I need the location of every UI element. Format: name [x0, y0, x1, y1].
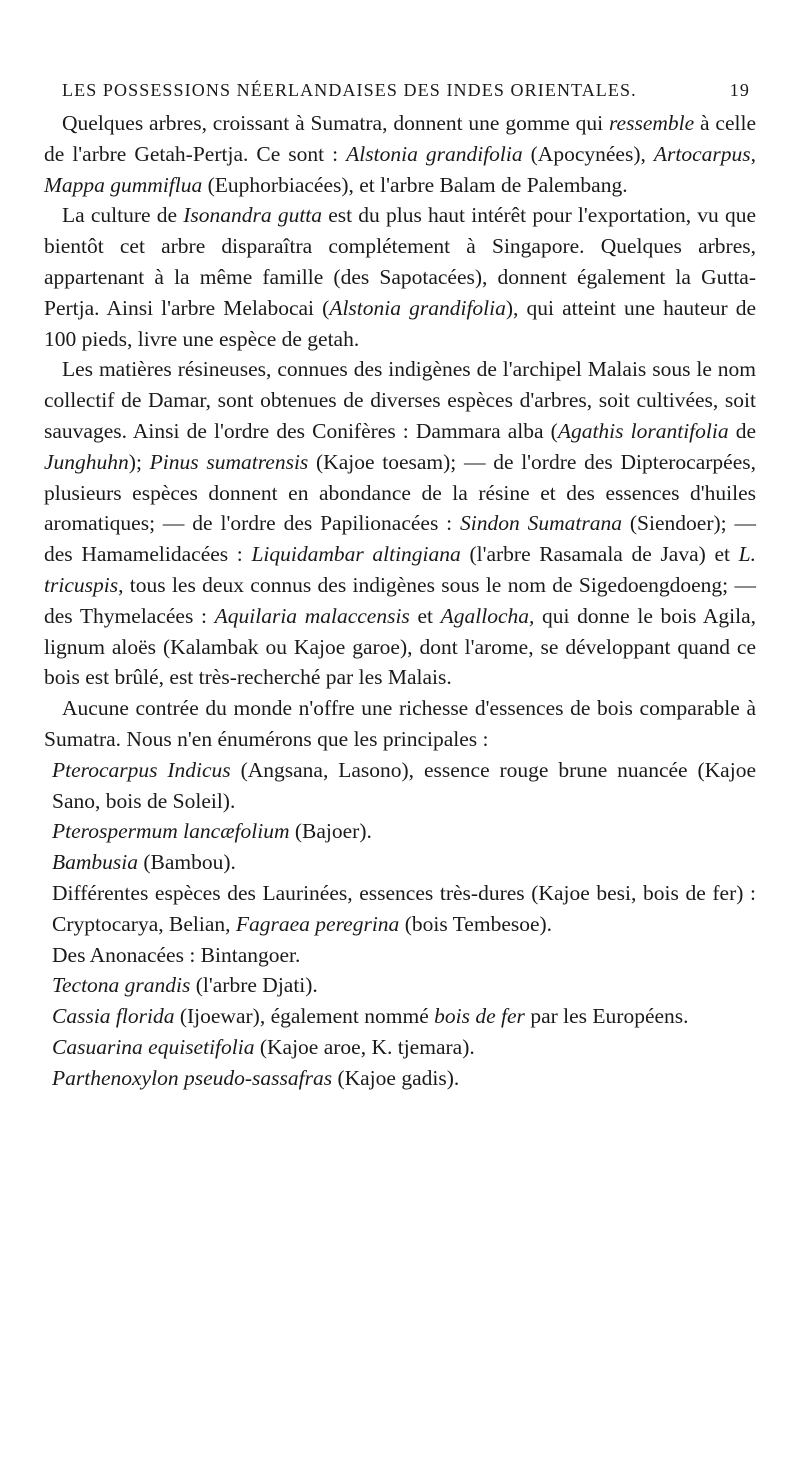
italic-run: Agallocha,	[440, 603, 535, 628]
italic-run: Tectona grandis	[52, 973, 191, 998]
text-run: Aucune contrée du monde n'offre une richesse d'essences de bois comparable à Sumatra. Nous n'en énumérons que les principales :	[44, 696, 756, 751]
text-run: (Bajoer).	[289, 819, 372, 844]
text-run: Des Anonacées : Bintangoer.	[52, 942, 301, 967]
text-run: (Angsana, Lasono), essence rouge brune nuancée (Kajoe Sano, bois de Soleil).	[52, 757, 756, 813]
italic-run: Pterocarpus Indicus	[52, 757, 231, 782]
italic-run: bois de fer	[434, 1004, 525, 1029]
text-run: et	[409, 603, 441, 628]
italic-run: Agathis lorantifolia	[557, 418, 729, 443]
list-paragraph	[44, 1001, 756, 1032]
text-run: (Siendoer); — des Hamamelidacées :	[44, 511, 756, 567]
italic-run: L. tricuspis	[44, 542, 756, 597]
text-run: , tous les deux connus des indigènes sous le nom de Sigedoengdoeng; — des Thymelacées :	[44, 572, 756, 628]
text-run: ), qui atteint une hauteur de 100 pieds, livre une espèce de getah.	[44, 295, 757, 351]
paragraph	[44, 693, 756, 755]
text-run: est du plus haut intérêt pour l'exportation, vu que bientôt cet arbre disparaîtra complétement à Singapore. Quelques arbres, appartenant à la même famille (des Sapotacées), donnent également la Gutta-Pertja. Ainsi l'arbre Melabocai (	[44, 203, 756, 320]
paragraph	[44, 108, 756, 200]
text-run: (l'arbre Djati).	[190, 973, 318, 998]
text-run: de	[728, 418, 756, 443]
list-paragraph	[44, 970, 756, 1001]
italic-run: Mappa gummiflua	[44, 172, 203, 197]
italic-run: Junghuhn	[44, 449, 129, 474]
text-run: (Ijoewar), également nommé	[174, 1004, 435, 1029]
italic-run: Pterospermum lancæfolium	[52, 819, 290, 844]
text-run: (bois Tembesoe).	[399, 911, 553, 936]
text-run: ,	[750, 141, 757, 166]
text-run: à celle de l'arbre Getah-Pertja. Ce sont :	[44, 111, 756, 166]
paragraph	[44, 354, 756, 693]
italic-run: Sindon Sumatrana	[460, 511, 623, 536]
list-paragraph	[44, 847, 756, 878]
list-paragraph	[44, 1032, 756, 1063]
text-run: (l'arbre Rasamala de Java) et	[460, 542, 739, 567]
body-text	[44, 108, 756, 1094]
list-paragraph	[44, 940, 756, 971]
text-run: );	[128, 449, 150, 474]
italic-run: ressemble	[608, 111, 695, 135]
text-run: (Kajoe toesam); — de l'ordre des Dipterocarpées, plusieurs espèces donnent en abondance de la résine et des essences d'huiles aromatiques; — de l'ordre des Papilionacées :	[44, 449, 757, 536]
list-paragraph	[44, 1063, 756, 1094]
text-run: (Apocynées),	[522, 141, 654, 166]
italic-run: Artocarpus	[653, 141, 751, 166]
text-run: (Kajoe aroe, K. tjemara).	[254, 1034, 475, 1059]
italic-run: Casuarina equisetifolia	[52, 1034, 255, 1059]
running-head	[44, 74, 756, 108]
text-run: Quelques arbres, croissant à Sumatra, donnent une gomme qui	[62, 111, 609, 135]
page-number: 19	[729, 80, 750, 100]
text-run: par les Européens.	[524, 1004, 689, 1029]
italic-run: Isonandra gutta	[183, 203, 323, 228]
list-paragraph	[44, 816, 756, 847]
italic-run: Liquidambar altingiana	[251, 542, 461, 567]
book-page	[44, 74, 756, 1094]
italic-run: Bambusia	[52, 850, 138, 875]
text-run: Les matières résineuses, connues des indigènes de l'archipel Malais sous le nom collectif de Damar, sont obtenues de diverses espèces d'arbres, soit cultivées, soit sauvages. Ainsi de l'ordre des Conifères : Dammara alba (	[44, 357, 756, 443]
text-run: qui donne le bois Agila, lignum aloës (Kalambak ou Kajoe garoe), dont l'arome, se développant quand ce bois est brûlé, est très-recherché par les Malais.	[44, 603, 756, 690]
text-run: Différentes espèces des Laurinées, essences très-dures (Kajoe besi, bois de fer) : Cryptocarya, Belian,	[52, 880, 756, 936]
italic-run: Alstonia grandifolia	[329, 295, 506, 320]
paragraph	[44, 200, 756, 354]
text-run: (Bambou).	[138, 850, 236, 875]
list-paragraph	[44, 878, 756, 940]
italic-run: Aquilaria malaccensis	[214, 603, 410, 628]
text-run: (Euphorbiacées), et l'arbre Balam de Palembang.	[202, 172, 628, 197]
italic-run: Fagraea peregrina	[235, 911, 400, 936]
list-paragraph	[44, 755, 756, 817]
running-head-title: LES POSSESSIONS NÉERLANDAISES DES INDES ORIENTALES.	[62, 80, 637, 100]
text-run: La culture de	[62, 203, 184, 228]
italic-run: Alstonia grandifolia	[346, 141, 523, 166]
italic-run: Pinus sumatrensis	[149, 449, 309, 474]
text-run: (Kajoe gadis).	[332, 1065, 460, 1090]
italic-run: Cassia florida	[52, 1004, 175, 1029]
italic-run: Parthenoxylon pseudo-sassafras	[52, 1065, 333, 1090]
